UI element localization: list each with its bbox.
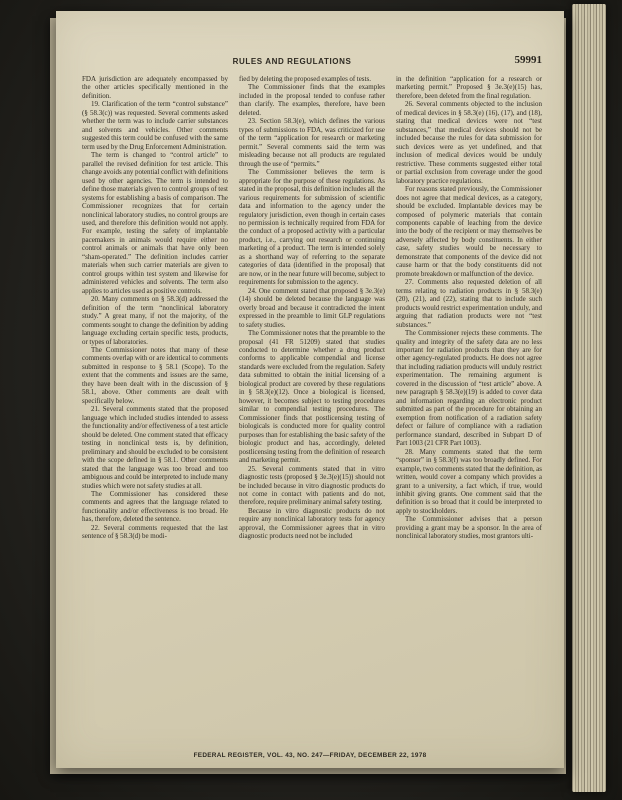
text-columns xyxy=(82,75,542,730)
paragraph: The term is changed to “control article” to parallel the revised definition for test article. This change avoids any potential conflict with definitions used by other agencies. The term is intended to define those materials given to control groups of test systems for establishing a basis of comparison. The Commissioner recognizes that for certain nonclinical laboratory studies, no control groups are used, and therefore this definition would not apply. For example, testing the safety of implantable pacemakers in animals would require either no control animals or animals that have only been “sham-operated.” The definition includes carrier materials when such carrier materials are given to control groups within test system and likewise for administered vehicles and solvents. The term also applies to articles used as positive controls. xyxy=(82,151,228,295)
page-header xyxy=(82,54,542,73)
header-title: RULES AND REGULATIONS xyxy=(232,57,352,66)
paragraph: 25. Several comments stated that in vitro diagnostic tests (proposed § 3e.3(e)(15)) should not be included because in vitro diagnostic products do not come in contact with patients and do not, therefore, require preliminary animal safety testing. xyxy=(239,464,385,507)
paragraph: fied by deleting the proposed examples of tests. xyxy=(239,75,371,83)
paragraph: The Commissioner finds that the examples included in the proposal tended to confuse rather than clarify. The examples, therefore, have been deleted. xyxy=(239,83,385,117)
paragraph: The Commissioner has considered these comments and agrees that the language related to functionality and/or effectiveness is too broad. He has, therefore, deleted the sentence. xyxy=(82,489,228,524)
paragraph: The Commissioner believes the term is appropriate for the purpose of these regulations. As stated in the proposal, this definition includes all the various requirements for submission of scientific data and information to the agency under the regulatory jurisdiction, even though in certain cases no permission is technically required from FDA for the conduct of a proposed activity with a particular product, i.e., carrying out research or continuing marketing of a product. The term is intended solely as a shorthand way of referring to the separate categories of data (identified in the proposal) that are now, or in the near future will become, subject to requirements for submission to the agency. xyxy=(239,168,385,287)
paragraph: 28. Many comments stated that the term “sponsor” in § 58.3(f) was too broadly defined. For example, two comments stated that the definition, as written, would cover a company which provides a grant to a university, a fact which, if true, would inhibit giving grants. One comment said that the definition is so broad that it could be interpreted to apply to stockholders. xyxy=(396,447,542,515)
paper-stack-edge xyxy=(572,4,606,792)
paragraph: For reasons stated previously, the Commissioner does not agree that medical devices, as a category, should be excluded. Implantable devices may be composed of polymeric materials that contain components capable of leaching from the device into the body of the recipient or may themselves be adversely affected by body constituents. In either case, safety studies would be necessary to demonstrate that components of the device did not cause harm or that the body constituents did not promote breakdown or malfunction of the device. xyxy=(396,185,542,278)
paragraph: The Commissioner notes that many of these comments overlap with or are identical to comments submitted in response to § 58.1 (Scope). To the extent that the comments and issues are the same, they have been dealt with in the discussion of § 58.1, above. Other comments are dealt with specifically below. xyxy=(82,346,228,405)
paragraph: 19. Clarification of the term “control substance” (§ 58.3(c)) was requested. Several comments asked whether the term was to include carrier substances and solvents and vehicles. Other comments suggested this term could be confused with the same term used by the Drug Enforcement Administration. xyxy=(82,100,228,151)
document-page xyxy=(56,11,564,768)
page-number: 59991 xyxy=(514,54,542,66)
paragraph: 21. Several comments stated that the proposed language which included studies intended to assess the functionality and/or effectiveness of a test article should be deleted. One comment stated that efficacy testing in nonclinical tests is, by definition, preliminary and should be excluded to be consistent with the scope defined in § 58.1. Other comments stated that the language was too broad and too ambiguous and could be interpreted to include many studies which were not safety studies at all. xyxy=(82,405,228,490)
text-column-3 xyxy=(396,75,542,730)
paragraph: 24. One comment stated that proposed § 3e.3(e)(14) should be deleted because the language was overly broad and because it contradicted the intent expressed in the preamble to limit GLP regulations to safety studies. xyxy=(239,286,385,329)
text-column-2 xyxy=(239,75,385,730)
page-footer: FEDERAL REGISTER, VOL. 43, NO. 247—FRIDAY, DECEMBER 22, 1978 xyxy=(193,752,427,759)
paragraph: The Commissioner rejects these comments. The quality and integrity of the safety data are no less important for radiation products than they are for other agency-regulated products. He does not agree that including radiation products will unduly restrict experimentation. The remaining argument is covered in the discussion of “test article” above. A new paragraph § 58.3(e)(19) is added to cover data and information regarding an electronic product submitted as part of the procedure for obtaining an exemption from notification of a radiation safety defect or failure of compliance with a radiation performance standard, described in Subpart D of Part 1003 (21 CFR Part 1003). xyxy=(396,329,542,448)
paragraph: FDA jurisdiction are adequately encompassed by the other articles specifically mentioned in the definition. xyxy=(82,75,228,100)
paragraph: 27. Comments also requested deletion of all terms relating to radiation products in § 58.3(e) (20), (21), and (22), stating that to include such products would restrict experimentation unduly, and arguing that radiation products were not “test substances.” xyxy=(396,278,542,329)
paragraph: Because in vitro diagnostic products do not require any nonclinical laboratory tests for agency approval, the Commissioner agrees that in vitro diagnostic products need not be included xyxy=(239,506,385,541)
text-column-1 xyxy=(82,75,228,730)
paragraph: 20. Many comments on § 58.3(d) addressed the definition of the term “nonclinical laboratory study.” A great many, if not the majority, of the comments sought to change the definition by adding language excluding certain specific tests, products, or types of laboratories. xyxy=(82,295,228,346)
paragraph: 26. Several comments objected to the inclusion of medical devices in § 58.3(e) (16), (17), and (18), stating that medical devices were not “test substances,” that medical devices should not be included because the rules for data submission for such devices were as yet undefined, and that inclusion of medical devices would be unduly restrictive. These comments suggested either total or partial exclusion from coverage under the good laboratory practice regulations. xyxy=(396,100,542,185)
paragraph: The Commissioner notes that the preamble to the proposal (41 FR 51209) stated that studies conducted to determine whether a drug product conforms to applicable compendial and license standards were excluded from the regulation. Safety data submitted to obtain the initial licensing of a biological product are covered by these regulations in § 58.3(e)(12). Once a biological is licensed, however, it becomes subject to testing procedures similar to compendial testing procedures. The Commissioner finds that postlicensing testing of biologicals is conducted more for quality control purposes than for establishing the basic safety of the biologic product and has, accordingly, deleted postlicensing testing from the definition of research and marketing permit. xyxy=(239,329,385,465)
paragraph: 23. Section 58.3(e), which defines the various types of submissions to FDA, was criticized for use of the term “application for research or marketing permit.” Several comments said the term was misleading because not all products are regulated through the use of “permits.” xyxy=(239,117,385,168)
paragraph: in the definition “application for a research or marketing permit.” Proposed § 3e.3(e)(15) has, therefore, been deleted from the final regulation. xyxy=(396,75,542,100)
paragraph: 22. Several comments requested that the last sentence of § 58.3(d) be modi- xyxy=(82,523,228,541)
paragraph: The Commissioner advises that a person providing a grant may be a sponsor. In the area of nonclinical laboratory studies, most grantors ulti- xyxy=(396,515,542,541)
